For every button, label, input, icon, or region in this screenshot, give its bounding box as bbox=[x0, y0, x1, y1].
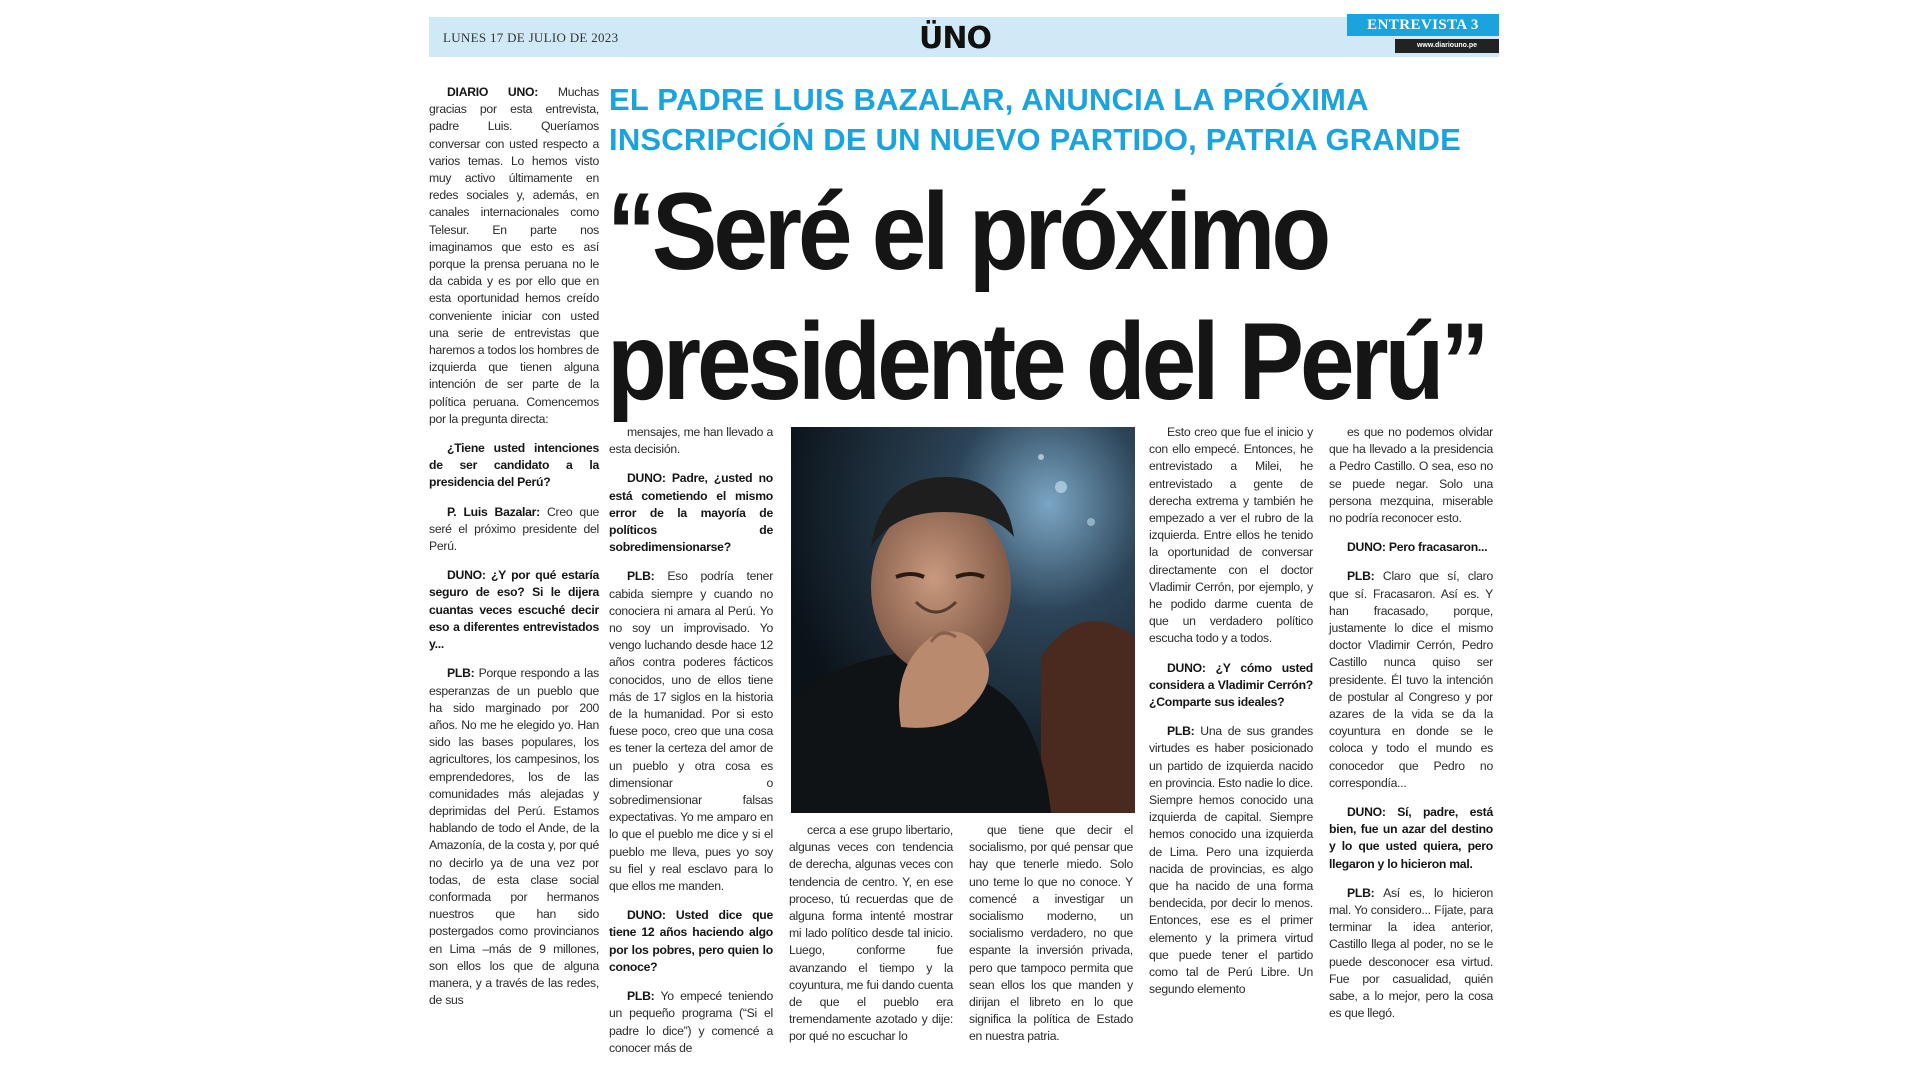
kicker-headline: EL PADRE LUIS BAZALAR, ANUNCIA LA PRÓXIMA INSCRIPCIÓN DE UN NUEVO PARTIDO, PATRIA GRANDE bbox=[609, 82, 1461, 157]
answer-text: Creo que seré el próximo presidente del Perú. bbox=[429, 504, 600, 554]
answer-text: Porque respondo a las esperanzas de un pueblo que ha sido marginado por 200 años. No me he elegido yo. Han sido las bases populares, los agricultores, los campesinos, los emprendedores, los de las comunidades más alejadas y deprimidas del Perú. Estamos hablando de todo el Ande, de la Amazonía, de la costa y, por qué no decirlo ya de una vez por todas, de esta clase social conformada por hermanos nuestros que han sido postergados como provincianos en Lima –más de 9 millones, son ellos los que de alguna manera, y a través de las redes, de sus bbox=[429, 666, 600, 1008]
speaker-label: PLB: bbox=[1167, 724, 1195, 739]
speaker-label: DIARIO UNO: bbox=[447, 85, 539, 99]
article-column-4 bbox=[969, 822, 1133, 1058]
paragraph bbox=[609, 568, 773, 895]
newspaper-logo: ÜNO bbox=[919, 21, 991, 56]
answer-text: Claro que sí, claro que sí. Fracasaron. Así es. Y han fracasado, porque, justamente lo dice el mismo doctor Vladimir Cerrón, Pedro Castillo nunca quiso ser presidente. Él tuvo la intención de postular al Congreso y por azares de la vida se da la coyuntura en donde se le coloca y todo el mundo es conocedor que Pedro no correspondía... bbox=[1329, 569, 1493, 790]
paragraph-text: Esto creo que fue el inicio y con ello empecé. Entonces, he entrevistado a Milei, he entrevistado a gente de derecha extrema y también he empezado a ver el rubro de la izquierda. Entre ellos he tenido la oportunidad de conversar directamente con el doctor Vladimir Cerrón, por ejemplo, y he podido darme cuenta de que un verdadero político escucha todo y a todos. bbox=[1149, 425, 1313, 646]
interview-question: DUNO: Usted dice que tiene 12 años haciendo algo por los pobres, pero quien lo conoce? bbox=[609, 908, 773, 974]
newspaper-page bbox=[429, 14, 1499, 1054]
interviewee-photo bbox=[791, 427, 1135, 813]
answer-text: Así es, lo hicieron mal. Yo considero... Fíjate, para terminar la idea anterior, Castillo llega al poder, no se le puede desconocer esa virtud. Fue por casualidad, quién sabe, a lo mejor, pero la cosa es que llegó. bbox=[1329, 885, 1493, 1021]
header-band bbox=[429, 17, 1499, 57]
interview-question: DUNO: Sí, padre, está bien, fue un azar del destino y lo que usted quiera, pero llegaron y lo hicieron mal. bbox=[1329, 805, 1493, 871]
speaker-label: P. Luis Bazalar: bbox=[447, 504, 540, 519]
paragraph-text: Muchas gracias por esta entrevista, padre Luis. Queríamos conversar con usted respecto a varios temas. Lo hemos visto muy activo últimamente en redes sociales y, además, en canales internacionales como Telesur. En parte nos imaginamos que esto es así porque la prensa peruana no le da cabida y es por ello que en esta oportunidad hemos creído conveniente iniciar con usted una serie de entrevistas que haremos a todos los hombres de izquierda que tienen alguna intención de ser parte de la política peruana. Comencemos por la pregunta directa: bbox=[429, 85, 600, 426]
article-column-3 bbox=[789, 822, 953, 1058]
answer-text: Una de sus grandes virtudes es haber posicionado un partido de izquierda nacido en provincia. Esto nadie lo dice. Siempre hemos conocido una izquierda de capital. Siempre hemos conocido una izquierda de Lima. Pero una izquierda nacida de provincias, es algo que ha nacido de una forma bendecida, por decir lo menos. Entonces, ese es el primer elemento y la primera virtud que puede tener el partido como tal de Perú Libre. Un segundo elemento bbox=[1149, 724, 1313, 997]
paragraph bbox=[609, 988, 773, 1057]
speaker-label: PLB: bbox=[1347, 885, 1375, 900]
speaker-label: PLB: bbox=[627, 569, 655, 584]
article-column-1 bbox=[429, 84, 599, 1021]
paragraph bbox=[1329, 568, 1493, 792]
paragraph-text: cerca a ese grupo libertario, algunas veces con tendencia de derecha, algunas veces con tendencia de centro. Y, en ese proceso, tú recuerdas que de alguna forma intenté mostrar mi lado político desde tal inicio. Luego, conforme fue avanzando el tiempo y la coyuntura, me fui dando cuenta de que el pueblo era tremendamente azotado y dije: por qué no escuchar lo bbox=[789, 823, 953, 1044]
interview-question: DUNO: ¿Y por qué estaría seguro de eso? Si le dijera cuantas veces escuché decir eso a diferentes entrevistados y... bbox=[429, 568, 599, 652]
paragraph-text: mensajes, me han llevado a esta decisión. bbox=[609, 425, 773, 457]
paragraph bbox=[429, 665, 599, 1009]
paragraph bbox=[1149, 723, 1313, 998]
interview-question: ¿Tiene usted intenciones de ser candidato a la presidencia del Perú? bbox=[429, 441, 599, 490]
interview-question: DUNO: ¿Y cómo usted considera a Vladimir Cerrón? ¿Comparte sus ideales? bbox=[1149, 660, 1313, 710]
paragraph-text: que tiene que decir el socialismo, por qué pensar que hay que tenerle miedo. Solo uno teme lo que no conoce. Y comencé a investigar un socialismo moderno, un socialismo verdadero, no que espante la inversión privada, pero que tampoco permita que sean ellos los que manden y dirijan el libreto en lo que significa la política de Estado en nuestra patria. bbox=[969, 823, 1133, 1044]
article-column-6 bbox=[1329, 424, 1493, 1035]
speaker-label: PLB: bbox=[1347, 569, 1375, 584]
portrait-illustration bbox=[791, 427, 1135, 813]
paragraph bbox=[429, 504, 599, 556]
article-column-2 bbox=[609, 424, 773, 1069]
speaker-label: PLB: bbox=[627, 989, 655, 1004]
answer-text: Eso podría tener cabida siempre y cuando no conociera ni amara al Perú. Yo no soy un improvisado. Yo vengo luchando desde hace 12 años contra poderes fácticos conocidos, uno de ellos tiene más de 17 siglos en la historia de la humanidad. Por si esto fuese poco, creo que una cosa es tener la certeza del amor de un pueblo y otra cosa es dimensionar o sobredimensionar falsas expectativas. Yo me amparo en lo que el pueblo me dice y si el pueblo me lleva, pues yo soy su fiel y real esclavo para lo que ellos me manden. bbox=[609, 569, 774, 894]
speaker-label: PLB: bbox=[447, 666, 475, 681]
section-label: ENTREVISTA 3 bbox=[1347, 14, 1499, 36]
article-column-5 bbox=[1149, 424, 1313, 1011]
paragraph-text: es que no podemos olvidar que ha llevado a la presidencia a Pedro Castillo. O sea, eso no se puede negar. Solo una persona mezquina, miserable no podría reconocer esto. bbox=[1329, 425, 1493, 526]
answer-text: Yo empecé teniendo un pequeño programa (“Si el padre lo dice”) y comencé a conocer más de bbox=[609, 989, 773, 1055]
interview-question: DUNO: Padre, ¿usted no está cometiendo el mismo error de la mayoría de políticos de sobredimensionarse? bbox=[609, 471, 773, 555]
paragraph bbox=[1329, 885, 1493, 1023]
issue-date: LUNES 17 DE JULIO DE 2023 bbox=[443, 30, 619, 45]
interview-question: DUNO: Pero fracasaron... bbox=[1347, 540, 1488, 555]
main-headline: “Seré el próximo presidente del Perú” bbox=[607, 169, 1486, 423]
paragraph bbox=[429, 84, 599, 428]
website-label: www.diariouno.pe bbox=[1395, 39, 1499, 53]
